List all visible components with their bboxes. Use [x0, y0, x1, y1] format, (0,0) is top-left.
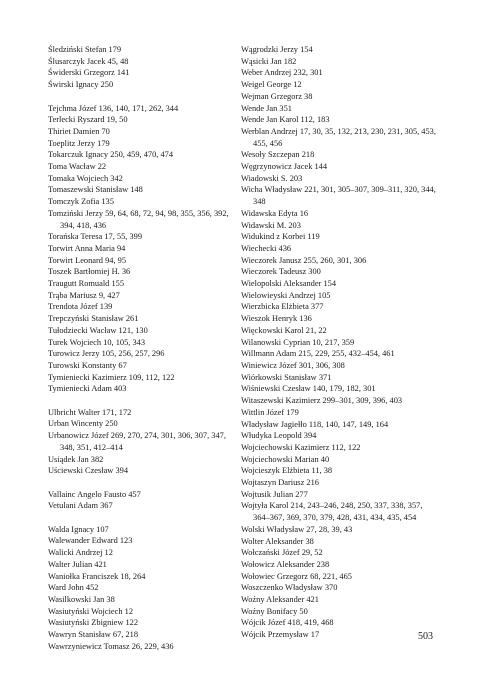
index-entry: Wesoły Szczepan 218 [241, 150, 315, 160]
section-gap [48, 395, 233, 407]
section-gap [48, 91, 233, 103]
index-column-left [48, 44, 233, 653]
index-entry: Usiądek Jan 382 [48, 454, 104, 464]
index-entry: Wołowiec Grzegorz 68, 221, 465 [241, 571, 352, 581]
index-entry: Ulbricht Walter 171, 172 [48, 407, 132, 417]
index-entry: Wolter Aleksander 38 [241, 536, 314, 546]
index-entry: Weigel George 12 [241, 80, 302, 90]
index-entry: Wągrodzki Jerzy 154 [241, 45, 313, 54]
index-entry: Wasiutyński Wojciech 12 [48, 606, 134, 616]
index-entry: Wawrzyniewicz Tomasz 26, 229, 436 [48, 641, 174, 651]
index-entry: Wiadowski S. 203 [241, 173, 303, 183]
index-entry: Traugutt Romuald 155 [48, 279, 125, 289]
index-entry: Weber Andrzej 232, 301 [241, 68, 323, 78]
index-entry: Wojtyła Karol 214, 243–246, 248, 250, 337, 338, 357, 364–367, 369, 370, 379, 428, 431, 434, 435, 454 [241, 501, 423, 523]
page-number: 503 [418, 631, 433, 642]
index-entry: Urbanowicz Józef 269, 270, 274, 301, 306, 307, 347, 348, 351, 412–414 [48, 431, 226, 452]
index-entry: Wittlin Józef 179 [241, 407, 299, 417]
index-entry: Wielopolski Aleksander 154 [241, 279, 337, 289]
index-entry: Tomaszewski Stanisław 148 [48, 185, 143, 195]
index-entry: Wójcik Józef 418, 419, 468 [241, 618, 334, 628]
index-entry: Woźny Aleksander 421 [241, 595, 319, 605]
index-entry: Thiriet Damien 70 [48, 126, 110, 136]
index-entry: Wołowicz Aleksander 238 [241, 559, 330, 569]
index-entry: Trendota Józef 139 [48, 302, 113, 312]
index-entry: Toszek Bartłomiej H. 36 [48, 267, 131, 277]
index-entry: Wojcieszyk Elżbieta 11, 38 [241, 466, 333, 476]
index-entry: Walewander Edward 123 [48, 536, 133, 546]
index-entry: Tomziński Jerzy 59, 64, 68, 72, 94, 98, 355, 356, 392, 394, 418, 436 [48, 208, 229, 230]
index-entry: Tymieniecki Adam 403 [48, 384, 127, 394]
index-entry: Wielowieyski Andrzej 105 [241, 290, 331, 300]
index-entry: Wójcik Przemysław 17 [241, 630, 320, 640]
index-entry: Uściewski Czesław 394 [48, 466, 129, 476]
index-entry: Wiechecki 436 [241, 243, 292, 253]
index-entry: Waniołka Franciszek 18, 264 [48, 571, 146, 581]
index-entry: Vetulani Adam 367 [48, 501, 113, 511]
index-entry: Ślusarczyk Jacek 45, 48 [48, 56, 129, 66]
index-entry: Wiórkowski Stanisław 371 [241, 372, 332, 382]
index-entry: Wojciechowski Marian 40 [241, 454, 330, 464]
index-entry: Wojciechowski Kazimierz 112, 122 [241, 442, 361, 452]
index-entry: Węgrzynowicz Jacek 144 [241, 162, 328, 172]
index-entry: Walter Julian 421 [48, 559, 107, 569]
index-entry: Tomaka Wojciech 342 [48, 173, 123, 183]
index-entry: Werblan Andrzej 17, 30, 35, 132, 213, 230, 231, 305, 453, 455, 456 [241, 126, 436, 148]
section-gap [48, 477, 233, 489]
index-entry: Toma Wacław 22 [48, 162, 107, 172]
index-entry: Trąba Mariusz 9, 427 [48, 290, 120, 300]
index-entry: Wasilkowski Jan 38 [48, 594, 115, 604]
index-entry: Walda Ignacy 107 [48, 524, 109, 534]
index-column-right [241, 44, 437, 641]
index-entry: Toeplitz Jerzy 179 [48, 138, 110, 148]
section-gap [48, 512, 233, 524]
index-entry: Świrski Ignacy 250 [48, 80, 114, 90]
index-entry: Widawski M. 203 [241, 220, 301, 230]
index-entry: Tułodziecki Wacław 121, 130 [48, 325, 148, 335]
index-entry: Torańska Teresa 17, 55, 399 [48, 232, 143, 242]
index-entry: Wolski Władysław 27, 28, 39, 43 [241, 524, 353, 534]
index-entry: Władysław Jagiełło 118, 140, 147, 149, 164 [241, 419, 389, 429]
index-entry: Świderski Grzegorz 141 [48, 68, 130, 78]
index-entry: Więckowski Karol 21, 22 [241, 325, 327, 335]
index-entry: Tymieniecki Kazimierz 109, 112, 122 [48, 372, 175, 382]
index-entry: Wieszok Henryk 136 [241, 314, 312, 324]
index-entry: Wierzbicka Elżbieta 377 [241, 302, 324, 312]
index-entry: Wejman Grzegorz 38 [241, 91, 313, 101]
index-entry: Wieczorek Janusz 255, 260, 301, 306 [241, 255, 367, 265]
index-entry: Terlecki Ryszard 19, 50 [48, 115, 128, 125]
index-entry: Urban Wincenty 250 [48, 419, 118, 429]
index-entry: Torwirt Anna Maria 94 [48, 243, 126, 253]
index-entry: Wicha Władysław 221, 301, 305–307, 309–311, 320, 344, 348 [241, 185, 436, 207]
index-entry: Torwirt Leonard 94, 95 [48, 255, 127, 265]
index-entry: Wojtusik Julian 277 [241, 489, 308, 499]
index-entry: Wende Jan Karol 112, 183 [241, 115, 330, 125]
index-entry: Wieczorek Tadeusz 300 [241, 267, 321, 277]
index-entry: Vallainc Angelo Fausto 457 [48, 489, 141, 499]
index-entry: Tomczyk Zofia 135 [48, 197, 114, 207]
index-entry: Włudyka Leopold 394 [241, 431, 317, 441]
index-entry: Winiewicz Józef 301, 306, 308 [241, 360, 345, 370]
index-entry: Trepczyński Stanisław 261 [48, 314, 139, 324]
index-entry: Wojtaszyn Dariusz 216 [241, 478, 319, 488]
index-entry: Woszczenko Władysław 370 [241, 583, 338, 593]
index-entry: Śledziński Stefan 179 [48, 45, 122, 54]
index-entry: Widawska Edyta 16 [241, 208, 309, 218]
index-entry: Turek Wojciech 10, 105, 343 [48, 337, 146, 347]
index-entry: Walicki Andrzej 12 [48, 548, 113, 558]
index-entry: Turowicz Jerzy 105, 256, 257, 296 [48, 349, 165, 359]
index-entry: Woźny Bonifacy 50 [241, 606, 308, 616]
index-entry: Wiśniewski Czesław 140, 179, 182, 301 [241, 384, 376, 394]
index-entry: Tejchma Józef 136, 140, 171, 262, 344 [48, 103, 179, 113]
index-entry: Widukind z Korbei 119 [241, 232, 320, 242]
index-entry: Wasiutyński Zbigniew 122 [48, 618, 139, 628]
index-entry: Tokarczuk Ignacy 250, 459, 470, 474 [48, 150, 174, 160]
index-entry: Turowski Konstanty 67 [48, 360, 127, 370]
index-entry: Ward John 452 [48, 583, 99, 593]
index-entry: Willmann Adam 215, 229, 255, 432–454, 461 [241, 349, 395, 359]
index-entry: Wołczański Józef 29, 52 [241, 548, 323, 558]
index-entry: Wilanowski Cyprian 10, 217, 359 [241, 337, 355, 347]
index-entry: Wawryn Stanisław 67, 218 [48, 630, 139, 640]
index-entry: Witaszewski Kazimierz 299–301, 309, 396, 403 [241, 396, 403, 406]
index-entry: Wąsicki Jan 182 [241, 56, 297, 66]
index-entry: Wende Jan 351 [241, 103, 292, 113]
